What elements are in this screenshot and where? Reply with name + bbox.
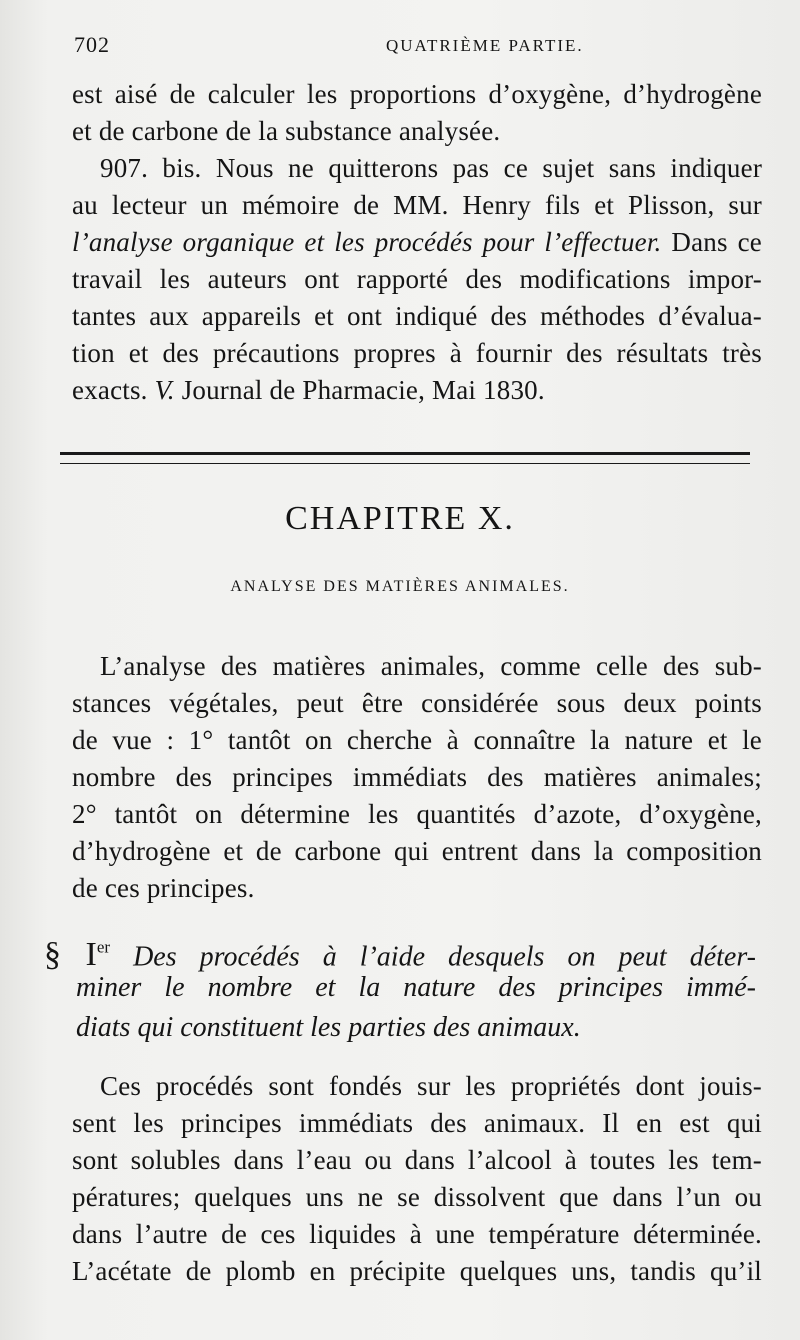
text-line: § Ier Des procédés à l’aide desquels on peut déter- [44,936,756,974]
text-line: de ces principes. [72,873,255,903]
section-heading [44,928,756,1048]
final-paragraph [72,1068,762,1290]
text-line: 2° tantôt on détermine les quantités d’azote, d’oxygène, [72,799,762,829]
text-line: L’acétate de plomb en précipite quelques uns, tandis qu’il [72,1256,762,1286]
text-line: sent les principes immédiats des animaux. Il en est qui [72,1108,762,1138]
chapter-divider-rule [60,452,750,464]
text-line: l’analyse organique et les procédés pour l’effectuer. Dans ce [72,227,762,257]
top-paragraph [72,76,762,150]
text-line: L’analyse des matières animales, comme celle des sub- [100,651,762,681]
chapter-title: CHAPITRE X. [285,500,515,537]
text-line: au lecteur un mémoire de MM. Henry fils et Plisson, sur [72,190,762,220]
page-number: 702 [74,32,110,57]
text-line: dans l’autre de ces liquides à une température déterminée. [72,1219,762,1249]
text-line: et de carbone de la substance analysée. [72,116,501,146]
text-line: pératures; quelques uns ne se dissolvent que dans l’un ou [72,1182,762,1212]
text-line: de vue : 1° tantôt on cherche à connaître la nature et le [72,725,762,755]
text-line: stances végétales, peut être considérée sous deux points [72,688,762,718]
italic-title: l’analyse organique et les procédés pour l’effectuer. [72,227,662,257]
text-line: diats qui constituent les parties des animaux. [76,1012,581,1043]
text-line: tion et des précautions propres à fournir des résultats très [72,338,762,368]
text-line: est aisé de calculer les proportions d’oxygène, d’hydrogène [72,79,762,109]
text-line: nombre des principes immédiats des matières animales; [72,762,762,792]
text-line: Ces procédés sont fondés sur les propriétés dont jouis- [100,1071,762,1101]
text-line: exacts. V. Journal de Pharmacie, Mai 1830. [72,375,545,405]
intro-paragraph [72,648,762,907]
section-mark: § Ier [44,936,111,974]
text-line: travail les auteurs ont rapporté des modifications impor- [72,264,762,294]
running-head: QUATRIÈME PARTIE. [386,36,584,55]
text-line: sont solubles dans l’eau ou dans l’alcool à toutes les tem- [72,1145,762,1175]
text-line: d’hydrogène et de carbone qui entrent dans la composition [72,836,762,866]
chapter-subtitle: ANALYSE DES MATIÈRES ANIMALES. [230,578,570,595]
text-line: miner le nombre et la nature des principes immé- [76,972,756,1003]
paragraph-907 [72,150,762,409]
text-line: tantes aux appareils et ont indiqué des méthodes d’évalua- [72,301,762,331]
text-line: 907. bis. Nous ne quitterons pas ce sujet sans indiquer [100,153,763,183]
page-header [74,32,764,62]
paragraph-number: 907. bis. [100,153,202,183]
